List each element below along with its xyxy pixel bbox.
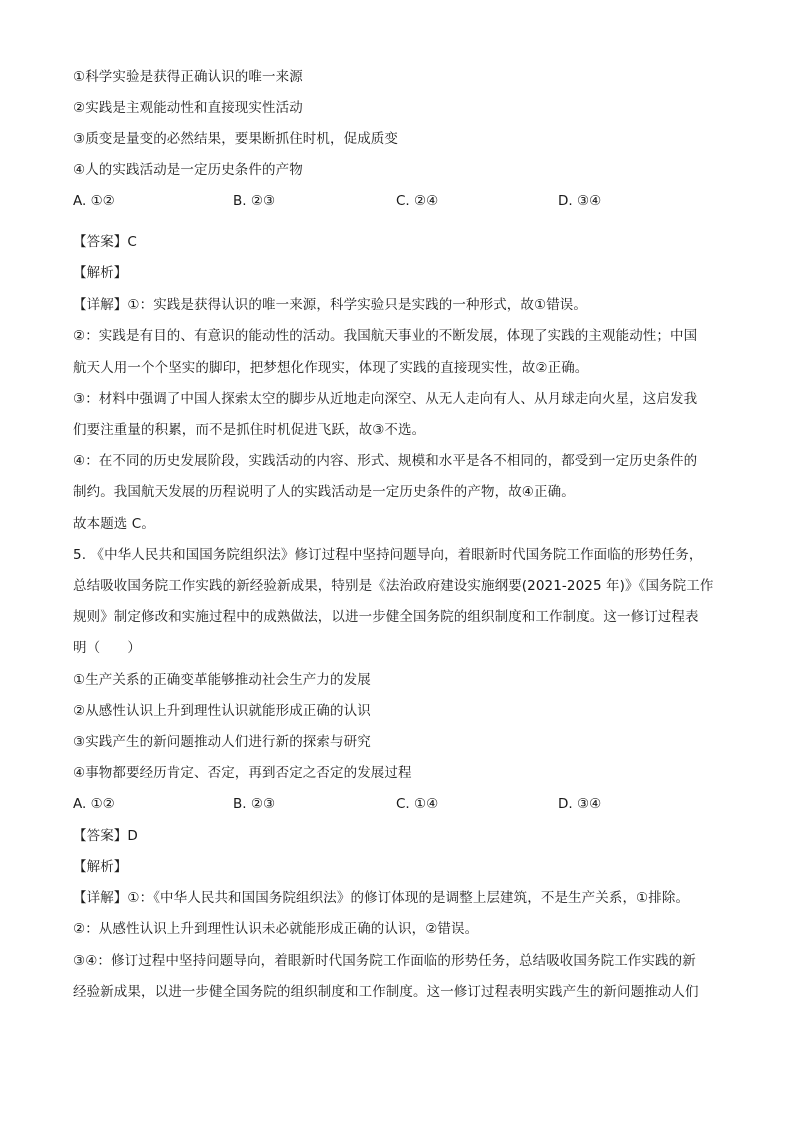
q5-option-a: A. ①② (73, 796, 115, 812)
q4-option-a: A. ①② (73, 193, 115, 209)
q5-explanation-4: 经验新成果，以进一步健全国务院的组织制度和工作制度。这一修订过程表明实践产生的新问题推动人们 (73, 984, 699, 1000)
q4-option-b: B. ②③ (233, 193, 276, 209)
q4-answer: 【答案】C (73, 234, 137, 250)
q4-explanation-6: ④：在不同的历史发展阶段，实践活动的内容、形式、规模和水平是各不相同的，都受到一定历史条件的 (73, 453, 698, 469)
q4-statement-2: ②实践是主观能动性和直接现实性活动 (73, 100, 303, 116)
q4-option-c: C. ②④ (396, 193, 439, 209)
q5-stem-4: 明（ ） (73, 640, 141, 656)
q4-explanation-7: 制约。我国航天发展的历程说明了人的实践活动是一定历史条件的产物，故④正确。 (73, 484, 575, 500)
q5-option-c: C. ①④ (396, 796, 439, 812)
q4-explanation-4: ③：材料中强调了中国人探索太空的脚步从近地走向深空、从无人走向有人、从月球走向火星，这启发我 (73, 391, 698, 407)
q4-explanation-2: ②：实践是有目的、有意识的能动性的活动。我国航天事业的不断发展，体现了实践的主观能动性；中国 (73, 328, 698, 344)
q5-statement-3: ③实践产生的新问题推动人们进行新的探索与研究 (73, 734, 371, 750)
q5-explanation-1: 【详解】①：《中华人民共和国国务院组织法》的修订体现的是调整上层建筑，不是生产关系，①排除。 (73, 890, 690, 906)
q4-statement-3: ③质变是量变的必然结果，要果断抓住时机，促成质变 (73, 131, 399, 147)
q5-analysis-label: 【解析】 (73, 859, 128, 875)
q5-statement-1: ①生产关系的正确变革能够推动社会生产力的发展 (73, 672, 371, 688)
q5-statement-2: ②从感性认识上升到理性认识就能形成正确的认识 (73, 703, 371, 719)
q5-answer: 【答案】D (73, 828, 138, 844)
q5-option-b: B. ②③ (233, 796, 276, 812)
q4-statement-1: ①科学实验是获得正确认识的唯一来源 (73, 69, 303, 85)
q4-explanation-3: 航天人用一个个坚实的脚印，把梦想化作现实，体现了实践的直接现实性，故②正确。 (73, 360, 589, 376)
q4-explanation-5: 们要注重量的积累，而不是抓住时机促进飞跃，故③不选。 (73, 422, 426, 438)
q4-conclusion: 故本题选 C。 (73, 516, 155, 532)
q4-option-d: D. ③④ (558, 193, 602, 209)
q5-explanation-2: ②：从感性认识上升到理性认识未必就能形成正确的认识，②错误。 (73, 921, 479, 937)
q5-stem-3: 规则》制定修改和实施过程中的成熟做法，以进一步健全国务院的组织制度和工作制度。这一修订过程表 (73, 609, 699, 625)
q4-statement-4: ④人的实践活动是一定历史条件的产物 (73, 162, 303, 178)
q5-option-d: D. ③④ (558, 796, 602, 812)
q4-analysis-label: 【解析】 (73, 265, 128, 281)
q5-stem-1: 5. 《中华人民共和国国务院组织法》修订过程中坚持问题导向，着眼新时代国务院工作面临的形势任务， (73, 547, 703, 563)
q4-explanation-1: 【详解】①：实践是获得认识的唯一来源，科学实验只是实践的一种形式，故①错误。 (73, 297, 588, 313)
q5-statement-4: ④事物都要经历肯定、否定，再到否定之否定的发展过程 (73, 765, 412, 781)
q5-stem-2: 总结吸收国务院工作实践的新经验新成果，特别是《法治政府建设实施纲要(2021-2025 年)》《国务院工作 (73, 578, 714, 594)
q5-explanation-3: ③④：修订过程中坚持问题导向，着眼新时代国务院工作面临的形势任务，总结吸收国务院工作实践的新 (73, 953, 696, 969)
